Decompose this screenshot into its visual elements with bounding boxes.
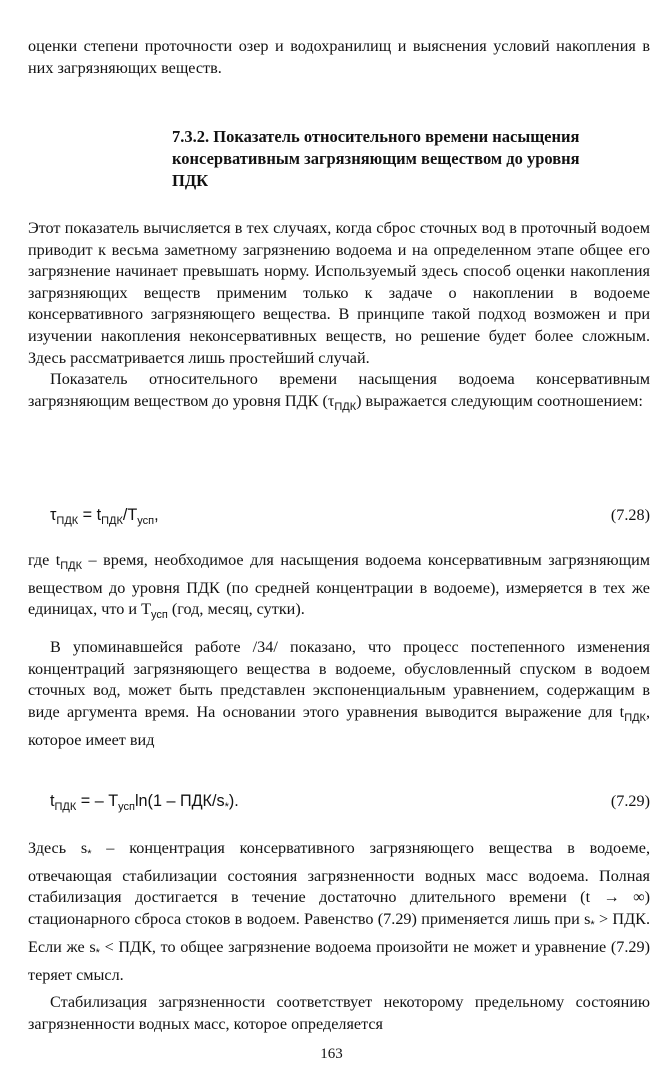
sub-pdk: ПДК xyxy=(624,712,646,725)
paragraph-2-start: Показатель относительного времени насыщения водоема консервативным загрязняющим веществом до уровня ПДК (τ xyxy=(28,370,650,410)
formula-tau: τ xyxy=(50,506,57,524)
para-s-text xyxy=(28,838,650,986)
text-span: , которое имеет вид xyxy=(28,702,650,749)
text-span: В упоминавшейся работе /34/ показано, что процесс постепенного изменения концентраций загрязняющего вещества в водоеме, обусловленный спуском в водоем сточных вод, может быть представлен экспоненциальным уравнением, содержащим в виде аргумента время. На основании этого уравнения выводится выражение для t xyxy=(28,638,650,721)
formula-sub-usp: усп xyxy=(137,515,155,528)
paragraph-1: Этот показатель вычисляется в тех случаях, когда сброс сточных вод в проточный водоем приводит к весьма заметному загрязнению водоема и на определенном этапе общее его загрязнение начинает превышать норму. Используемый здесь способ оценки накопления загрязняющих веществ применим только к задаче о накоплении в водоеме консервативного загрязняющего вещества. В принципе такой подход возможен и при изучении накопления неконсервативных веществ, но решение будет более сложным. Здесь рассматривается лишь простейший случай. xyxy=(28,219,650,367)
formula-sub-star: * xyxy=(224,801,229,814)
formula-minus-T: = – T xyxy=(76,792,119,810)
formula-sub-pdk: ПДК xyxy=(56,515,79,528)
section-title: Показатель относительного времени насыщения консервативным загрязняющим веществом до уровня ПДК xyxy=(172,127,580,190)
paragraph-2-end: ) выражается следующим соотношением: xyxy=(356,391,643,410)
formula-sub-pdk: ПДК xyxy=(54,801,77,814)
page-number: 163 xyxy=(320,1046,343,1062)
para-s xyxy=(28,838,650,986)
text-span: – время, необходимое для насыщения водоема консервативным загрязняющим веществом до уровня ПДК (по средней концентрации в водоеме), измеряется в тех же единицах, что и T xyxy=(28,551,650,619)
sub-star: * xyxy=(87,848,92,861)
equation-number-7-28: (7.28) xyxy=(610,506,650,524)
text-span: – концентрация консервативного загрязняющего вещества в водоеме, отвечающая стабилизации состояния загрязненности водных масс водоема. Полная стабилизация достигается в течение достаточно длительного времени (t → ∞) стационарного сброса стоков в водоем. Равенство (7.29) применяется лишь при s xyxy=(28,839,650,929)
sub-pdk: ПДК xyxy=(60,560,83,573)
formula-comma: , xyxy=(154,506,159,524)
para-last xyxy=(28,992,650,1035)
formula-sub-pdk-2: ПДК xyxy=(101,515,123,528)
text-span: Здесь s xyxy=(28,839,88,857)
text-span: (год, месяц, сутки). xyxy=(167,600,305,619)
equation-number-7-29: (7.29) xyxy=(610,792,650,810)
formula-close: ). xyxy=(228,792,239,810)
formula-sub-usp: усп xyxy=(118,801,135,814)
para-after-7-28 xyxy=(28,550,650,627)
formula-7-29 xyxy=(28,792,650,816)
text-span: > ПДК. Если же s xyxy=(28,910,650,956)
sub-star: * xyxy=(590,919,595,932)
para-34 xyxy=(28,637,650,751)
sub-usp: усп xyxy=(150,609,168,622)
text-span: где t xyxy=(28,551,61,569)
intro-text: оценки степени проточности озер и водохранилищ и выяснения условий накопления в них загрязняющих веществ. xyxy=(28,37,650,77)
formula-7-28 xyxy=(28,506,650,530)
para-last-text: Стабилизация загрязненности соответствует некоторому предельному состоянию загрязненности водных масс, которое определяется xyxy=(28,993,650,1033)
text-span: < ПДК, то общее загрязнение водоема произойти не может и уравнение (7.29) теряет смысл. xyxy=(28,937,650,984)
paragraph-2 xyxy=(28,369,650,418)
formula-7-28-expression xyxy=(50,506,159,527)
formula-t: t xyxy=(50,792,55,810)
para-34-text xyxy=(28,637,650,751)
formula-t: = t xyxy=(78,506,102,524)
section-heading xyxy=(172,126,592,192)
intro-paragraph xyxy=(28,36,650,79)
sub-star: * xyxy=(95,947,100,960)
main-text xyxy=(28,218,650,419)
formula-7-29-expression xyxy=(50,792,239,813)
para-after-7-28-text xyxy=(28,550,650,627)
formula-slash-T: /T xyxy=(122,506,138,524)
section-number: 7.3.2. xyxy=(172,127,210,146)
formula-ln: ln(1 – ПДК/s xyxy=(134,792,225,810)
paragraph-2-sub: ПДК xyxy=(334,400,357,413)
